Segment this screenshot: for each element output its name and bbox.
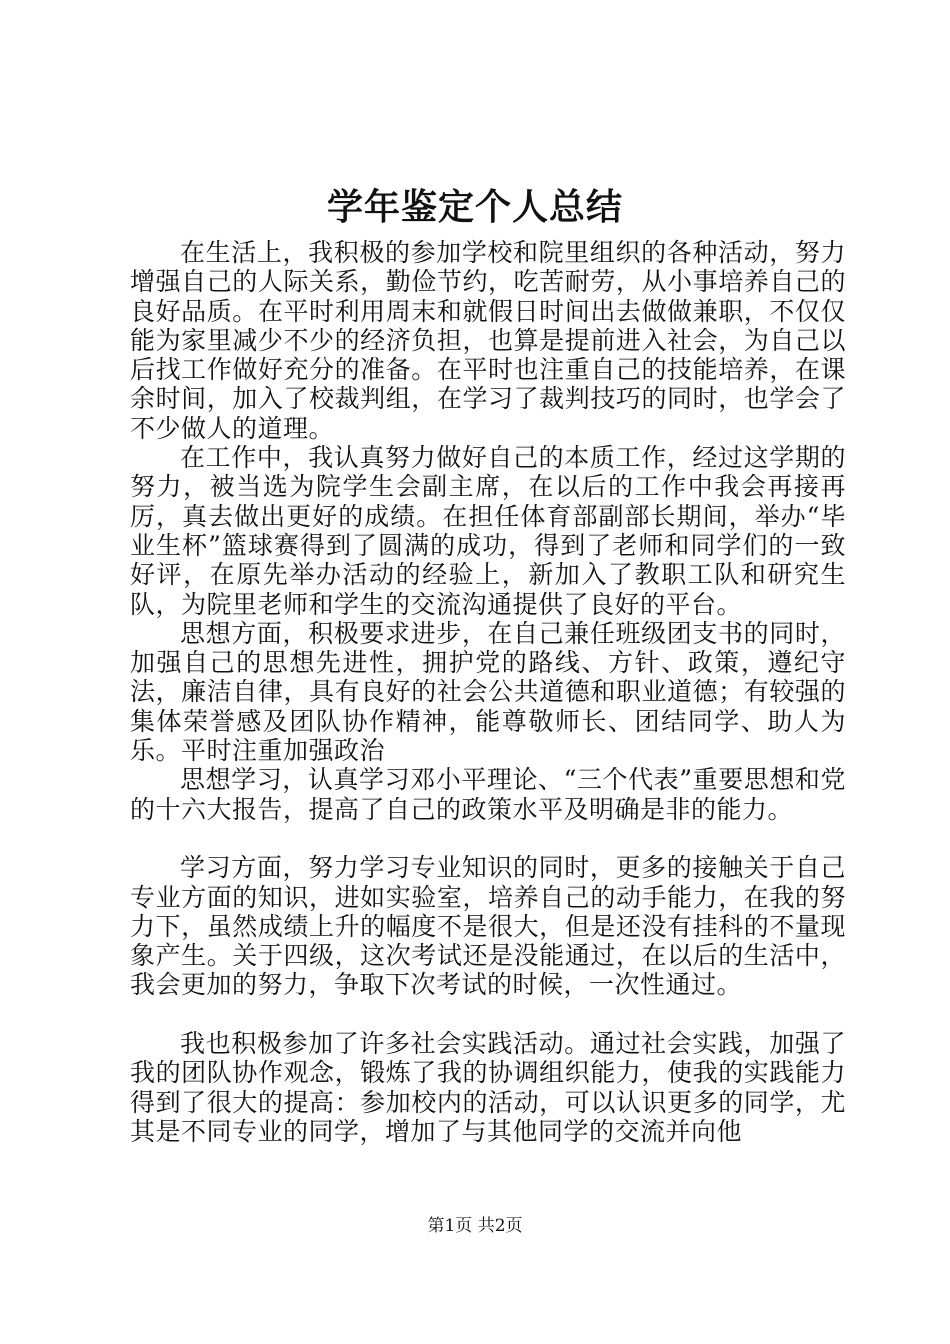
paragraph-gap xyxy=(130,824,846,853)
paragraph-gap xyxy=(130,1000,846,1029)
paragraph-study: 学习方面，努力学习专业知识的同时，更多的接触关于自己专业方面的知识，进如实验室，培养自己的动手能力，在我的努力下，虽然成绩上升的幅度不是很大，但是还没有挂科的不量现象产生。关于四级，这次考试还是没能通过，在以后的生活中，我会更加的努力，争取下次考试的时候，一次性通过。 xyxy=(130,853,846,1000)
paragraph-social-practice: 我也积极参加了许多社会实践活动。通过社会实践，加强了我的团队协作观念，锻炼了我的协调组织能力，使我的实践能力得到了很大的提高：参加校内的活动，可以认识更多的同学，尤其是不同专业的同学，增加了与其他同学的交流并向他 xyxy=(130,1029,846,1146)
paragraph-ideology-study: 思想学习，认真学习邓小平理论、“三个代表”重要思想和党的十六大报告，提高了自己的政策水平及明确是非的能力。 xyxy=(130,765,846,824)
paragraph-work: 在工作中，我认真努力做好自己的本质工作，经过这学期的努力，被当选为院学生会副主席，在以后的工作中我会再接再厉，真去做出更好的成绩。在担任体育部副部长期间，举办“毕业生杯”篮球赛得到了圆满的成功，得到了老师和同学们的一致好评，在原先举办活动的经验上，新加入了教职工队和研究生队，为院里老师和学生的交流沟通提供了良好的平台。 xyxy=(130,443,846,619)
page-number-footer: 第1页 共2页 xyxy=(427,1216,523,1236)
document-title: 学年鉴定个人总结 xyxy=(326,186,623,228)
paragraph-life: 在生活上，我积极的参加学校和院里组织的各种活动，努力增强自己的人际关系，勤俭节约，吃苦耐劳，从小事培养自己的良好品质。在平时利用周末和就假日时间出去做做兼职，不仅仅能为家里减少不少的经济负担，也算是提前进入社会，为自己以后找工作做好充分的准备。在平时也注重自己的技能培养，在课余时间，加入了校裁判组，在学习了裁判技巧的同时，也学会了不少做人的道理。 xyxy=(130,238,846,443)
document-body xyxy=(130,238,846,1146)
paragraph-ideology: 思想方面，积极要求进步，在自己兼任班级团支书的同时，加强自己的思想先进性，拥护党的路线、方针、政策，遵纪守法，廉洁自律，具有良好的社会公共道德和职业道德；有较强的集体荣誉感及团队协作精神，能尊敬师长、团结同学、助人为乐。平时注重加强政治 xyxy=(130,618,846,766)
